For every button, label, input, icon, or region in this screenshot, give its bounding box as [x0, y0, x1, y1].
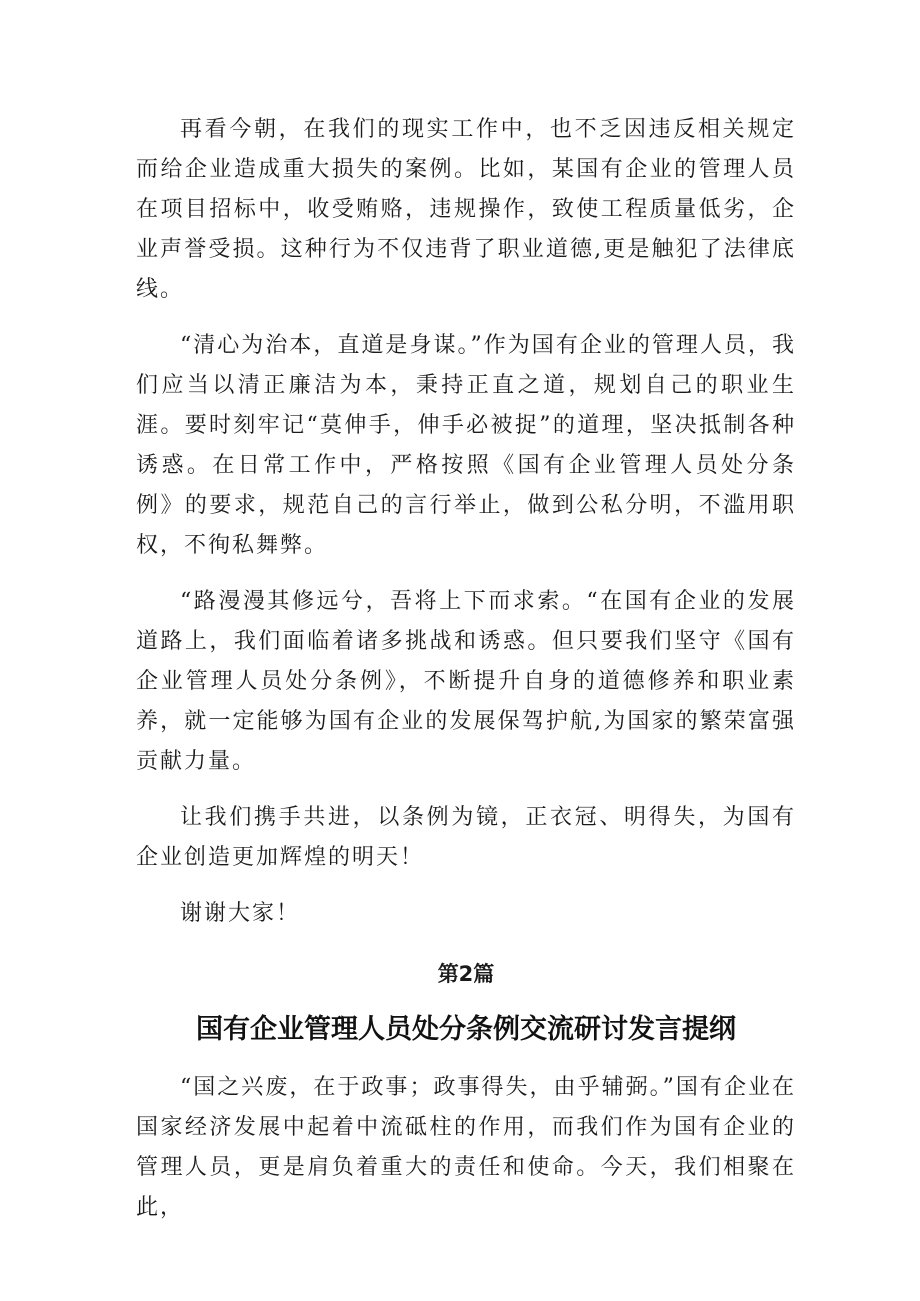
chapter-label: 第2篇 — [437, 962, 495, 986]
paragraph-past-and-present: 再看今朝，在我们的现实工作中，也不乏因违反相关规定而给企业造成重大损失的案例。比如，某国有企业的管理人员在项目招标中，收受贿赂，违规操作，致使工程质量低劣，企业声誉受损。这种行为不仅违背了职业道德,更是触犯了法律底线。 — [136, 117, 796, 302]
paragraph-join-hands: 让我们携手共进，以条例为镜，正衣冠、明得失，为国有企业创造更加辉煌的明天！ — [136, 805, 796, 870]
document-body — [136, 110, 796, 1228]
thanks-line: 谢谢大家！ — [180, 901, 301, 926]
paragraph-state-affairs: “国之兴废，在于政事；政事得失，由乎辅弼。”国有企业在国家经济发展中起着中流砥柱的作用，而我们作为国有企业的管理人员，更是肩负着重大的责任和使命。今天，我们相聚在此， — [136, 1075, 796, 1220]
section-title: 国有企业管理人员处分条例交流研讨发言提纲 — [196, 1014, 736, 1045]
paragraph-long-road: “路漫漫其修远兮，吾将上下而求索。“在国有企业的发展道路上，我们面临着诸多挑战和诱惑。但只要我们坚守《国有企业管理人员处分条例》，不断提升自身的道德修养和职业素养，就一定能够为国有企业的发展保驾护航,为国家的繁荣富强贡献力量。 — [136, 589, 796, 774]
paragraph-clean-heart: “清心为治本，直道是身谋。”作为国有企业的管理人员，我们应当以清正廉洁为本，秉持正直之道，规划自己的职业生涯。要时刻牢记“莫伸手，伸手必被捉”的道理，坚决抵制各种诱惑。在日常工作中，严格按照《国有企业管理人员处分条例》的要求，规范自己的言行举止，做到公私分明，不滥用职权，不徇私舞弊。 — [136, 333, 796, 558]
